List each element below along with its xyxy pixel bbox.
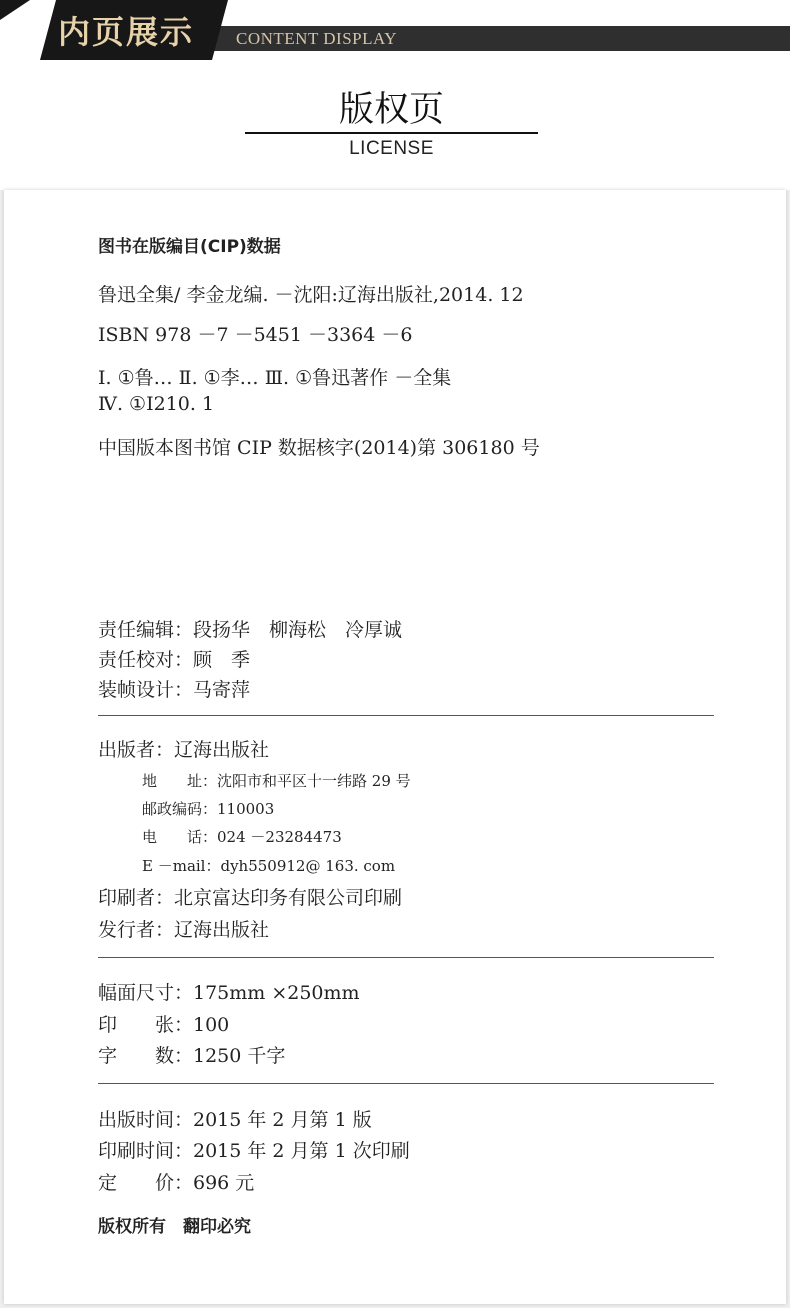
responsible-proofreader: 责任校对：顾 季 [98,649,251,671]
cip-catalog-line: 鲁迅全集/ 李金龙编. －沈阳:辽海出版社,2014. 12 [98,284,524,306]
print-date: 印刷时间：2015 年 2 月第 1 次印刷 [98,1140,410,1162]
publisher-phone: 电 话：024 －23284473 [142,828,342,846]
page-subtitle: LICENSE [349,138,434,159]
publisher-postcode: 邮政编码：110003 [142,800,275,818]
title-underline [245,132,538,134]
divider [98,957,714,958]
divider [98,1083,714,1084]
copyright-notice: 版权所有 翻印必究 [98,1217,251,1237]
publisher-email: E －mail：dyh550912@ 163. com [142,857,396,875]
cover-designer: 装帧设计：马寄萍 [98,679,251,701]
publish-date: 出版时间：2015 年 2 月第 1 版 [98,1109,372,1131]
word-count: 字 数：1250 千字 [98,1045,286,1067]
isbn-line: ISBN 978 －7 －5451 －3364 －6 [98,324,413,346]
classification-line-2: Ⅳ. ①I210. 1 [98,393,215,415]
publisher-name: 出版者：辽海出版社 [98,739,270,761]
divider [98,715,714,716]
page-size: 幅面尺寸：175mm ×250mm [98,982,360,1004]
cip-heading: 图书在版编目(CIP)数据 [98,237,281,257]
cip-record-line: 中国版本图书馆 CIP 数据核字(2014)第 306180 号 [98,437,540,459]
printer: 印刷者：北京富达印务有限公司印刷 [98,887,403,909]
banner-title-en: CONTENT DISPLAY [236,29,397,48]
banner-title-cn: 内页展示 [58,13,195,51]
responsible-editor: 责任编辑：段扬华 柳海松 冷厚诚 [98,619,403,641]
distributor: 发行者：辽海出版社 [98,919,270,941]
price: 定 价：696 元 [98,1172,255,1194]
printed-sheets: 印 张：100 [98,1014,230,1036]
header-banner [0,0,790,190]
publisher-address: 地 址：沈阳市和平区十一纬路 29 号 [142,772,411,790]
banner-accent [0,0,30,20]
page-title-block [245,88,538,160]
copyright-page-card [4,190,786,1304]
classification-line-1: Ⅰ. ①鲁… Ⅱ. ①李… Ⅲ. ①鲁迅著作 －全集 [98,367,452,389]
page-title: 版权页 [338,90,444,130]
